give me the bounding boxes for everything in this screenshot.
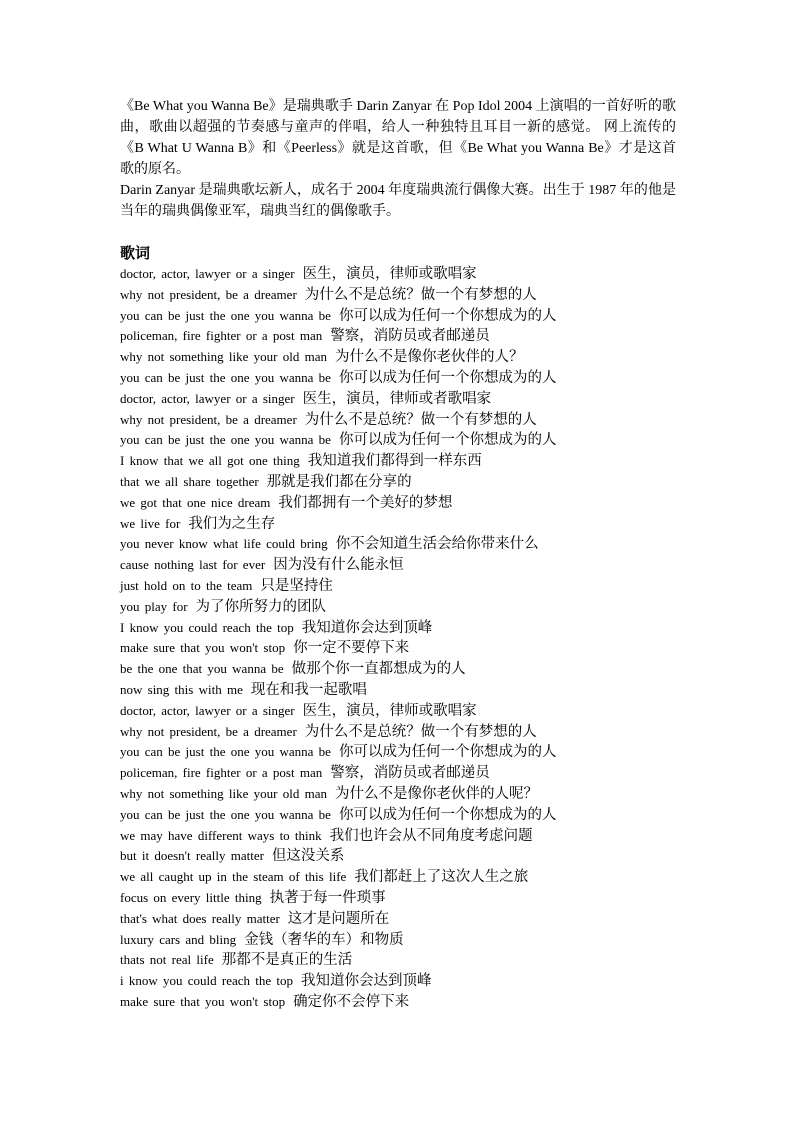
lyric-english: policeman, fire fighter or a post man (120, 328, 323, 344)
lyric-english: why not something like your old man (120, 785, 327, 801)
lyric-english: that's what does really matter (120, 910, 280, 926)
lyric-english: cause nothing last for ever (120, 557, 266, 573)
lyric-line (120, 576, 676, 597)
lyric-chinese: 为了你所努力的团队 (195, 598, 327, 615)
intro-section (120, 96, 676, 222)
lyric-chinese: 医生，演员，律师或歌唱家 (302, 266, 477, 282)
lyric-line (120, 805, 676, 826)
lyric-line (120, 618, 676, 639)
lyric-english: make sure that you won't stop (120, 640, 286, 656)
document-page (120, 96, 676, 1013)
lyric-chinese: 为什么不是像你老伙伴的人？ (334, 349, 524, 366)
lyric-english: you never know what life could bring (120, 536, 328, 552)
lyric-line (120, 514, 676, 535)
lyric-line (120, 285, 676, 306)
lyric-chinese: 你可以成为任何一个你想成为的人 (338, 432, 557, 449)
lyric-line (120, 410, 676, 431)
lyric-chinese: 我们都拥有一个美好的梦想 (278, 494, 453, 511)
lyric-english: thats not real life (120, 952, 214, 968)
lyric-line (120, 909, 676, 930)
lyric-chinese: 只是坚持住 (260, 577, 333, 594)
lyric-english: why not president, be a dreamer (120, 723, 297, 739)
lyric-chinese: 你一定不要停下来 (293, 640, 410, 657)
lyric-chinese: 医生，演员，律师或者歌唱家 (302, 390, 492, 407)
lyric-chinese: 你不会知道生活会给你带来什么 (335, 536, 539, 553)
artist-paragraph: Darin Zanyar 是瑞典歌坛新人，成名于 2004 年度瑞典流行偶像大赛。出生于 1987 年的他是当年的瑞典偶像亚军，瑞典当红的偶像歌手。 (120, 183, 676, 219)
lyric-chinese: 警察，消防员或者邮递员 (330, 328, 490, 345)
lyric-line (120, 950, 676, 971)
lyric-line (120, 867, 676, 888)
lyric-chinese: 现在和我一起歌唱 (250, 681, 367, 698)
lyric-chinese: 因为没有什么能永恒 (273, 557, 404, 574)
lyric-line (120, 701, 676, 722)
lyric-english: you can be just the one you wanna be (120, 432, 331, 448)
lyric-chinese: 你可以成为任何一个你想成为的人 (338, 369, 557, 386)
lyric-chinese: 为什么不是总统？做一个有梦想的人 (304, 723, 537, 740)
lyric-chinese: 我知道你会达到顶峰 (301, 619, 433, 636)
lyric-chinese: 你可以成为任何一个你想成为的人 (338, 806, 557, 823)
lyric-english: you can be just the one you wanna be (120, 307, 331, 323)
lyric-line (120, 597, 676, 618)
lyric-line (120, 368, 676, 389)
lyric-english: why not something like your old man (120, 349, 327, 365)
lyric-english: I know you could reach the top (120, 619, 294, 635)
lyric-english: policeman, fire fighter or a post man (120, 765, 323, 781)
lyric-english: focus on every little thing (120, 889, 262, 905)
lyric-line (120, 971, 676, 992)
lyric-english: you can be just the one you wanna be (120, 369, 331, 385)
lyric-chinese: 那都不是真正的生活 (221, 952, 353, 969)
lyric-chinese: 执著于每一件琐事 (269, 889, 386, 906)
lyric-line (120, 389, 676, 410)
lyric-line (120, 430, 676, 451)
lyric-english: why not president, be a dreamer (120, 286, 297, 302)
lyric-line (120, 826, 676, 847)
lyric-chinese: 我们为之生存 (188, 515, 276, 532)
lyric-english: you play for (120, 598, 188, 614)
lyric-line (120, 264, 676, 285)
lyric-chinese: 为什么不是像你老伙伴的人呢？ (334, 785, 538, 802)
lyric-chinese: 为什么不是总统？做一个有梦想的人 (304, 411, 537, 428)
lyric-english: doctor, actor, lawyer or a singer (120, 702, 295, 718)
lyric-english: luxury cars and bling (120, 931, 237, 947)
lyric-line (120, 638, 676, 659)
lyric-chinese: 我知道我们都得到一样东西 (307, 453, 482, 470)
lyric-chinese: 这才是问题所在 (287, 910, 390, 927)
lyric-chinese: 那就是我们都在分享的 (266, 473, 412, 490)
lyric-english: make sure that you won't stop (120, 993, 286, 1009)
lyric-line (120, 659, 676, 680)
lyric-chinese: 但这没关系 (271, 848, 345, 865)
lyric-english: doctor, actor, lawyer or a singer (120, 390, 295, 406)
lyric-english: we live for (120, 515, 181, 531)
lyric-line (120, 763, 676, 784)
lyric-line (120, 493, 676, 514)
lyric-english: doctor, actor, lawyer or a singer (120, 266, 295, 281)
lyric-chinese: 我们也许会从不同角度考虑问题 (329, 827, 533, 844)
lyric-english: now sing this with me (120, 681, 243, 697)
lyric-chinese: 你可以成为任何一个你想成为的人 (338, 307, 557, 324)
lyric-english: be the one that you wanna be (120, 661, 284, 677)
lyric-english: just hold on to the team (120, 577, 253, 593)
lyric-chinese: 为什么不是总统？做一个有梦想的人 (304, 286, 537, 303)
lyric-line (120, 930, 676, 951)
lyric-english: I know that we all got one thing (120, 453, 300, 469)
lyric-line (120, 992, 676, 1013)
lyric-line (120, 555, 676, 576)
lyric-english: you can be just the one you wanna be (120, 744, 331, 760)
lyric-chinese: 我们都赶上了这次人生之旅 (354, 869, 529, 886)
lyric-line (120, 742, 676, 763)
lyrics-list (120, 264, 676, 1013)
lyric-chinese: 做那个你一直都想成为的人 (291, 661, 466, 678)
lyric-chinese: 金钱（奢华的车）和物质 (244, 931, 404, 948)
lyric-english: why not president, be a dreamer (120, 411, 297, 427)
lyric-chinese: 确定你不会停下来 (293, 993, 410, 1010)
lyric-line (120, 347, 676, 368)
lyric-english: we got that one nice dream (120, 494, 271, 510)
lyric-english: that we all share together (120, 473, 259, 489)
lyric-chinese: 警察，消防员或者邮递员 (330, 765, 490, 782)
lyric-line (120, 451, 676, 472)
lyric-line (120, 722, 676, 743)
lyric-chinese: 你可以成为任何一个你想成为的人 (338, 744, 557, 761)
lyric-line (120, 326, 676, 347)
lyric-line (120, 472, 676, 493)
lyric-english: i know you could reach the top (120, 973, 294, 989)
lyrics-heading: 歌词 (120, 244, 151, 262)
lyric-english: we may have different ways to think (120, 827, 322, 843)
lyric-line (120, 680, 676, 701)
lyric-chinese: 我知道你会达到顶峰 (301, 973, 432, 990)
lyric-english: we all caught up in the steam of this life (120, 869, 347, 885)
lyric-line (120, 846, 676, 867)
intro-paragraph: 《Be What you Wanna Be》是瑞典歌手 Darin Zanyar 在 Pop Idol 2004 上演唱的一首好听的歌曲，歌曲以超强的节奏感与童声的伴唱，给人一种独特且耳目一新的感觉。 网上流传的《B What U Wanna B》和《Peerless》就是这首歌，但《Be What you Wanna Be》才是这首歌的原名。 (120, 99, 676, 177)
lyric-line (120, 888, 676, 909)
lyric-chinese: 医生，演员，律师或歌唱家 (302, 702, 477, 719)
lyric-line (120, 306, 676, 327)
lyric-line (120, 534, 676, 555)
lyric-english: but it doesn't really matter (120, 848, 264, 864)
lyric-english: you can be just the one you wanna be (120, 806, 331, 822)
lyric-line (120, 784, 676, 805)
